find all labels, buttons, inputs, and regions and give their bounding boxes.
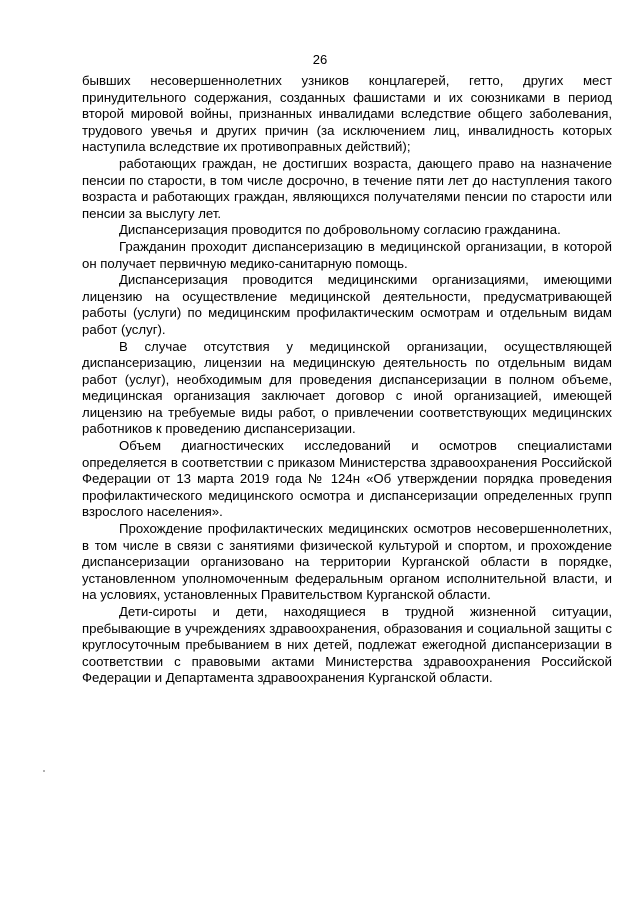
paragraph: Объем диагностических исследований и осмотров специалистами определяется в соответствии с приказом Министерства здравоохранения Российской Федерации от 13 марта 2019 года № 124н «Об утверждении порядка проведения профилактического медицинского осмотра и диспансеризации определенных групп взрослого населения». xyxy=(82,438,612,520)
paragraph: работающих граждан, не достигших возраста, дающего право на назначение пенсии по старости, в том числе досрочно, в течение пяти лет до наступления такого возраста и работающих граждан, являющихся получателями пенсии по старости или пенсии за выслугу лет. xyxy=(82,155,612,221)
paragraph: Диспансеризация проводится по добровольному согласию гражданина. xyxy=(119,222,561,238)
scan-dot-mark xyxy=(43,770,45,772)
paragraph-continuation: бывших несовершеннолетних узников концлагерей, гетто, других мест принудительного содержания, созданных фашистами и их союзниками в период второй мировой войны, признанных инвалидами вследствие общего заболевания, трудового увечья и других причин (за исключением лиц, инвалидность которых наступила вследствие их противоправных действий); xyxy=(82,73,612,155)
page-number: 26 xyxy=(312,52,328,67)
paragraph: Дети-сироты и дети, находящиеся в трудной жизненной ситуации, пребывающие в учреждениях здравоохранения, образования и социальной защиты с круглосуточным пребыванием в них детей, подлежат ежегодной диспансеризации в соответствии с правовыми актами Министерства здравоохранения Российской Федерации и Департамента здравоохранения Курганской области. xyxy=(82,604,612,686)
paragraph: Гражданин проходит диспансеризацию в медицинской организации, в которой он получает первичную медико-санитарную помощь. xyxy=(82,238,612,271)
document-body xyxy=(82,73,612,687)
paragraph: Диспансеризация проводится медицинскими организациями, имеющими лицензию на осуществление медицинской деятельности, предусматривающей работы (услуги) по медицинским профилактическим осмотрам и отдельным видам работ (услуг). xyxy=(82,272,612,337)
paragraph: Прохождение профилактических медицинских осмотров несовершеннолетних, в том числе в связи с занятиями физической культурой и спортом, и прохождение диспансеризации организовано на территории Курганской области в порядке, установленном уполномоченным федеральным органом исполнительной власти, и на условиях, установленных Правительством Курганской области. xyxy=(82,521,612,603)
paragraph: В случае отсутствия у медицинской организации, осуществляющей диспансеризацию, лицензии на медицинскую деятельность по отдельным видам работ (услуг), необходимым для проведения диспансеризации в полном объеме, медицинская организация заключает договор с иной организацией, имеющей лицензию на требуемые виды работ, о привлечении соответствующих медицинских работников к проведению диспансеризации. xyxy=(82,338,612,437)
